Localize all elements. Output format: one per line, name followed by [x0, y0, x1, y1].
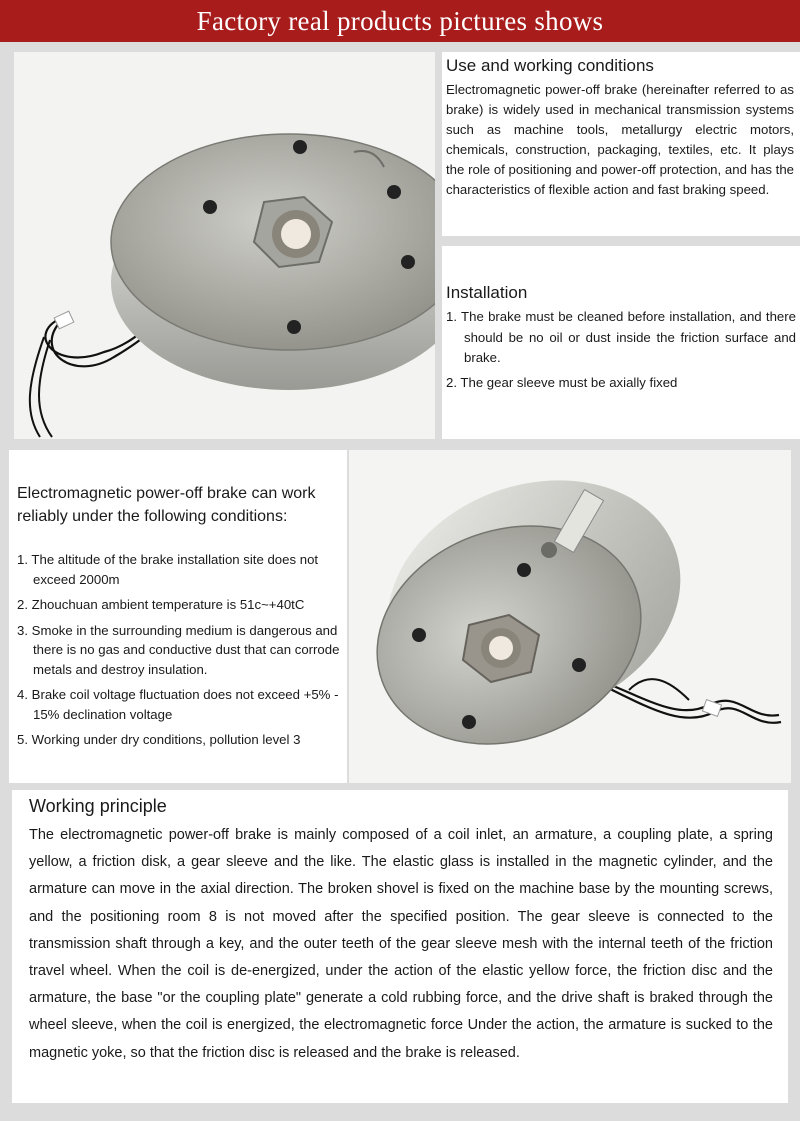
conditions-list — [17, 550, 347, 756]
list-item: 4. Brake coil voltage fluctuation does not exceed +5% - 15% declination voltage — [17, 687, 339, 722]
use-conditions-body: Electromagnetic power-off brake (hereinafter referred to as brake) is widely used in mechanical transmission systems such as machine tools, metallurgy electric motors, chemicals, construction, packaging, textiles, etc. It plays the role of positioning and power-off protection, and has the characteristics of flexible action and fast braking speed. — [446, 82, 794, 197]
list-item: 2. Zhouchuan ambient temperature is 51c~+40tC — [17, 597, 305, 612]
brake-photo-top — [14, 52, 435, 439]
working-principle-body: The electromagnetic power-off brake is mainly composed of a coil inlet, an armature, a coupling plate, a spring yellow, a friction disk, a gear sleeve and the like. The elastic glass is installed in the magnetic cylinder, and the armature can move in the axial direction. The broken shovel is fixed on the machine base by the mounting screws, and the positioning room 8 is not moved after the specified position. The gear sleeve is connected to the transmission shaft through a key, and the outer teeth of the gear sleeve mesh with the internal teeth of the friction travel wheel. When the coil is de-energized, under the action of the elastic yellow force, the friction disc and the armature, the base "or the coupling plate" generate a cold rubbing force, and the drive shaft is braked through the wheel sleeve, when the coil is energized, the electromagnetic force Under the action, the armature is sucked to the magnetic yoke, so that the friction disc is released and the brake is released. — [29, 827, 773, 1061]
use-conditions-title: Use and working conditions — [446, 56, 654, 75]
list-item: 3. Smoke in the surrounding medium is dangerous and there is no gas and conductive dust that can corrode metals and destroy insulation. — [17, 622, 340, 677]
list-item: 1. The brake must be cleaned before installation, and there should be no oil or dust inside the friction surface and brake. — [446, 309, 796, 365]
list-item: 2. The gear sleeve must be axially fixed — [446, 374, 678, 390]
brake-photo-bottom — [349, 450, 791, 783]
installation-title: Installation — [446, 283, 528, 302]
installation-list — [446, 307, 796, 397]
list-item: 5. Working under dry conditions, pollution level 3 — [17, 732, 301, 747]
list-item: 1. The altitude of the brake installation site does not exceed 2000m — [17, 552, 319, 587]
working-principle-title: Working principle — [29, 796, 167, 816]
page-banner: Factory real products pictures shows — [0, 0, 800, 42]
conditions-title: Electromagnetic power-off brake can work reliably under the following conditions: — [17, 485, 316, 525]
